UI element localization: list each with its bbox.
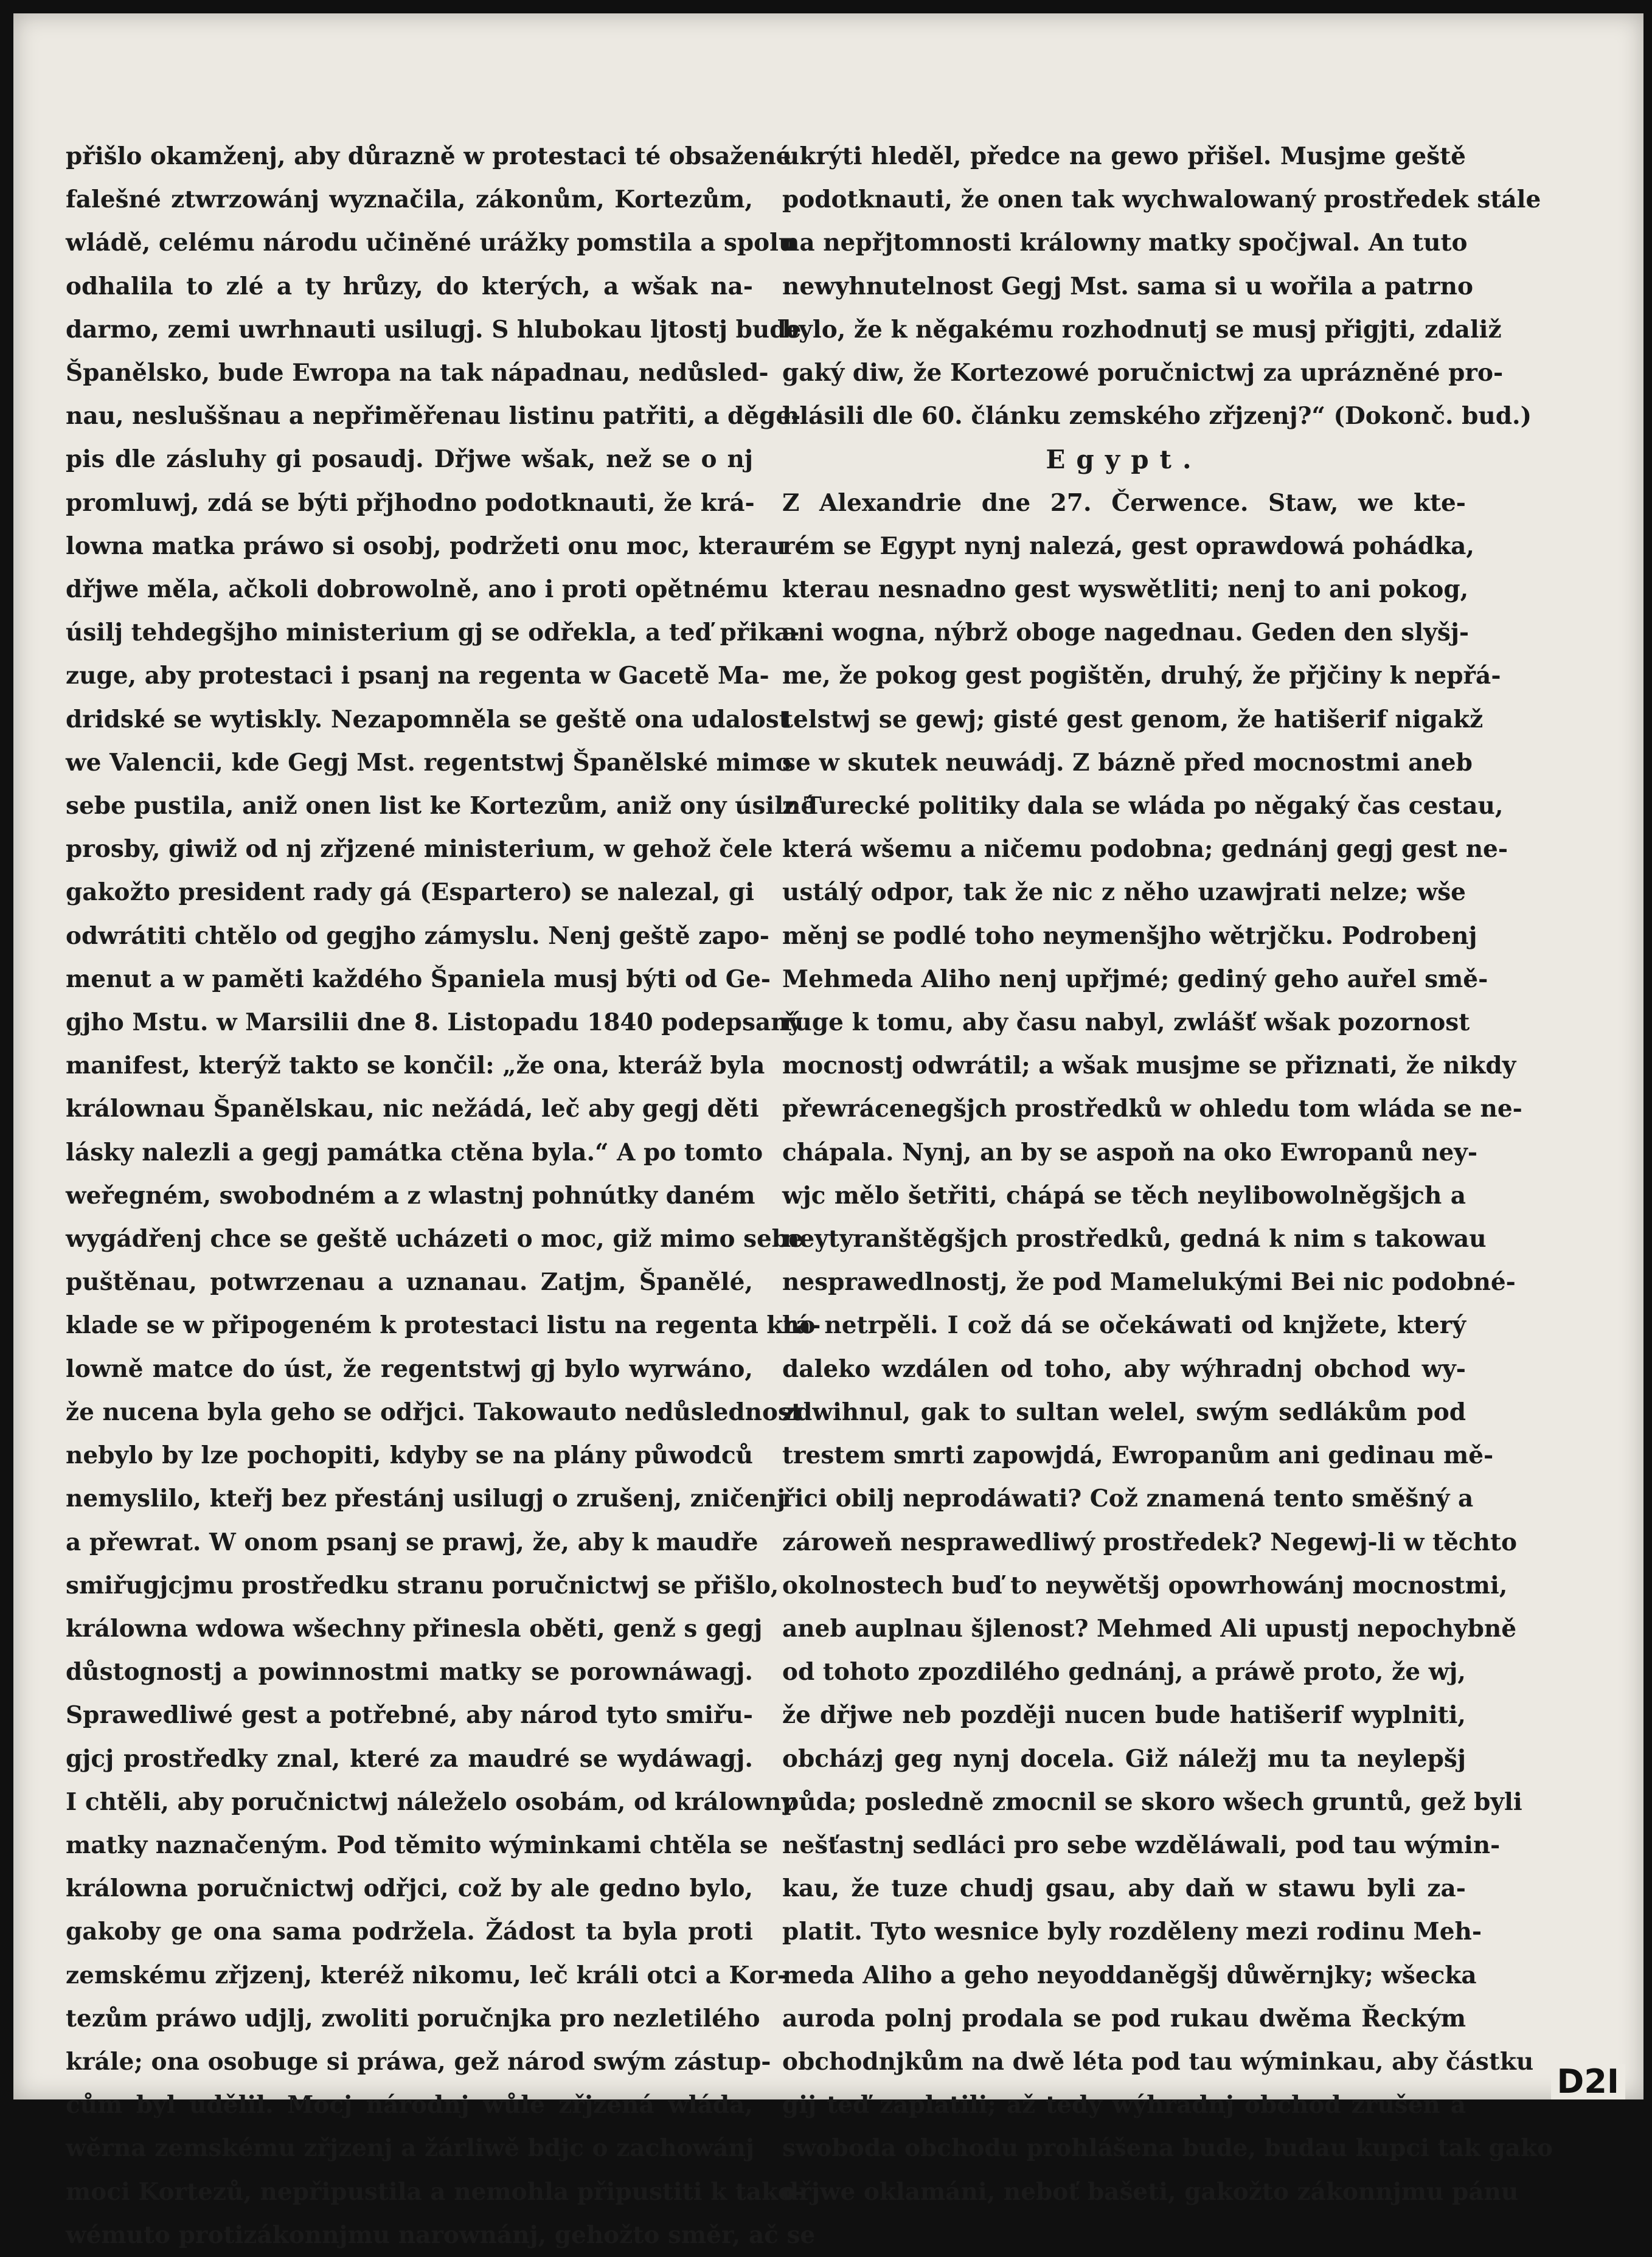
text-line: kau, že tuze chudj gsau, aby daň w stawu byli za- bbox=[782, 1874, 1466, 1903]
text-line: promluwj, zdá se býti přjhodno podotknauti, že krá- bbox=[66, 488, 755, 517]
text-line: prosby, giwiž od nj zřjzené ministerium, w gehož čele bbox=[66, 835, 773, 864]
text-line: od tohoto zpozdilého gednánj, a práwě proto, že wj, bbox=[782, 1658, 1466, 1687]
text-line: ustálý odpor, tak že nic z něho uzawjrati nelze; wše bbox=[782, 878, 1466, 907]
text-line: I chtěli, aby poručnictwj náleželo osobám, od králowny bbox=[66, 1787, 796, 1816]
text-line: přewrácenegšjch prostředků w ohledu tom wláda se ne- bbox=[782, 1095, 1522, 1123]
text-line: wládě, celému národu učiněné urážky pomstila a spolu bbox=[66, 229, 796, 257]
text-line: z Turecké politiky dala se wláda po něgaký čas cestau, bbox=[782, 792, 1504, 820]
text-line: moci Kortezů, nepřipustila a nemohla připustiti k tako- bbox=[66, 2177, 804, 2206]
text-line: chápala. Nynj, an by se aspoň na oko Ewropanů ney- bbox=[782, 1138, 1478, 1167]
text-line: trestem smrti zapowjdá, Ewropanům ani gedinau mě- bbox=[782, 1441, 1494, 1470]
text-line: lowna matka práwo si osobj, podržeti onu moc, kterau bbox=[66, 532, 786, 560]
text-line: weřegném, swobodném a z wlastnj pohnútky daném bbox=[66, 1181, 755, 1210]
text-line: rém se Egypt nynj nalezá, gest oprawdowá pohádka, bbox=[782, 532, 1475, 560]
text-line: nemyslilo, kteřj bez přestánj usilugj o zrušenj, zničenj bbox=[66, 1485, 786, 1513]
text-line: a přewrat. W onom psanj se prawj, že, aby k maudře bbox=[66, 1528, 758, 1556]
text-line: nesprawedlnostj, že pod Mamelukými Bei nic podobné- bbox=[782, 1268, 1516, 1297]
text-line: nebylo by lze pochopiti, kdyby se na plány půwodců bbox=[66, 1441, 753, 1470]
text-line: lásky nalezli a gegj památka ctěna byla.“ A po tomto bbox=[66, 1138, 763, 1167]
text-line: že dřjwe neb později nucen bude hatišerif wyplniti, bbox=[782, 1701, 1466, 1730]
text-line: obchodnjkům na dwě léta pod tau wýminkau, aby částku bbox=[782, 2047, 1534, 2076]
page-mark: D2I bbox=[1551, 2064, 1626, 2099]
text-line: lowně matce do úst, že regentstwj gj bylo wyrwáno, bbox=[66, 1354, 753, 1383]
text-line: meda Aliho a geho neyoddaněgšj důwěrnjky; wšecka bbox=[782, 1961, 1477, 1989]
text-line: králownau Španělskau, nic nežádá, leč aby gegj děti bbox=[66, 1095, 759, 1123]
text-line: bylo, že k něgakému rozhodnutj se musj přigjti, zdaliž bbox=[782, 315, 1502, 344]
text-line: okolnostech buď to neywětšj opowrhowánj mocnostmi, bbox=[782, 1571, 1508, 1600]
text-line: gjho Mstu. w Marsilii dne 8. Listopadu 1840 podepsaný bbox=[66, 1008, 802, 1037]
text-line: aneb auplnau šjlenost? Mehmed Ali upustj nepochybně bbox=[782, 1614, 1517, 1643]
text-line: Mehmeda Aliho nenj upřjmé; gediný geho auřel smě- bbox=[782, 965, 1488, 993]
text-line: zároweň nesprawedliwý prostředek? Negewj-li w těchto bbox=[782, 1528, 1518, 1556]
text-line: Sprawedliwé gest a potřebné, aby národ tyto smiřu- bbox=[66, 1701, 753, 1730]
text-line: Španělsko, bude Ewropa na tak nápadnau, nedůsled- bbox=[66, 359, 769, 387]
text-line: na nepřjtomnosti králowny matky spočjwal. An tuto bbox=[782, 229, 1468, 257]
text-line: se w skutek neuwádj. Z bázně před mocnostmi aneb bbox=[782, 748, 1473, 777]
text-line: platit. Tyto wesnice byly rozděleny mezi rodinu Meh- bbox=[782, 1918, 1482, 1946]
text-line: půda; posledně zmocnil se skoro wšech gruntů, gež byli bbox=[782, 1787, 1522, 1816]
text-line: neytyranštěgšjch prostředků, gedná k nim s takowau bbox=[782, 1225, 1487, 1253]
text-line: která wšemu a ničemu podobna; gednánj gegj gest ne- bbox=[782, 835, 1508, 864]
text-line: falešné ztwrzowánj wyznačila, zákonům, Kortezům, bbox=[66, 185, 753, 214]
left-text-column bbox=[66, 135, 821, 2257]
text-line: kterau nesnadno gest wyswětliti; nenj to ani pokog, bbox=[782, 575, 1469, 604]
text-line: tezům práwo udjlj, zwoliti poručnjka pro nezletilého bbox=[66, 2004, 760, 2033]
text-line: we Valencii, kde Gegj Mst. regentstwj Španělské mimo bbox=[66, 748, 791, 777]
text-line: gij teď zaplatili; až tedy wýhradnj obchod zrušen a bbox=[782, 2091, 1466, 2120]
text-line: zdwihnul, gak to sultan welel, swým sedlákům pod bbox=[782, 1398, 1466, 1426]
text-line: obcházj geg nynj docela. Giž náležj mu ta neylepšj bbox=[782, 1744, 1466, 1773]
text-line: gaký diw, že Kortezowé poručnictwj za uprázněné pro- bbox=[782, 359, 1504, 387]
text-line: daleko wzdálen od toho, aby wýhradnj obchod wy- bbox=[782, 1354, 1466, 1383]
text-line: dřjwe oklamáni, neboť bašeti, gakožto zákonnjmu pánu bbox=[782, 2177, 1519, 2206]
text-line: wémuto protizákonnjmu narownánj, gehožto směr, ač se bbox=[66, 2221, 816, 2249]
text-line: auroda polnj prodala se pod rukau dwěma Řeckým bbox=[782, 2004, 1466, 2033]
text-line: manifest, kterýž takto se končil: „že ona, kteráž byla bbox=[66, 1052, 765, 1080]
text-line: řuge k tomu, aby času nabyl, zwlášť wšak pozornost bbox=[782, 1008, 1470, 1037]
text-line: Z Alexandrie dne 27. Čerwence. Staw, we kte- bbox=[782, 488, 1466, 517]
text-line: gjcj prostředky znal, které za maudré se wydáwagj. bbox=[66, 1744, 753, 1773]
text-line: králowna wdowa wšechny přinesla oběti, genž s gegj bbox=[66, 1614, 763, 1643]
text-line: zemskému zřjzenj, kteréž nikomu, leč králi otci a Kor- bbox=[66, 1961, 788, 1989]
text-line: dřjwe měla, ačkoli dobrowolně, ano i proti opětnému bbox=[66, 575, 769, 604]
text-line: důstognostj a powinnostmi matky se porownáwagj. bbox=[66, 1658, 753, 1687]
text-line: menut a w paměti každého Španiela musj býti od Ge- bbox=[66, 965, 771, 993]
text-line: newyhnutelnost Gegj Mst. sama si u wořila a patrno bbox=[782, 272, 1473, 300]
text-line: sebe pustila, aniž onen list ke Kortezům, aniž ony úsilné bbox=[66, 792, 816, 820]
text-line: nešťastnj sedláci pro sebe wzděláwali, pod tau wýmin- bbox=[782, 1831, 1501, 1859]
text-line: že nucena byla geho se odřjci. Takowauto nedůslednost bbox=[66, 1398, 803, 1426]
text-line: krále; ona osobuge si práwa, gež národ swým zástup- bbox=[66, 2047, 771, 2076]
text-line: měnj se podlé toho neymenšjho wětrjčku. Podrobenj bbox=[782, 921, 1477, 950]
text-line: wygádřenj chce se geště ucházeti o moc, giž mimo sebe bbox=[66, 1225, 803, 1253]
text-line: odwrátiti chtělo od gegjho zámyslu. Nenj geště zapo- bbox=[66, 921, 769, 950]
text-line: zuge, aby protestaci i psanj na regenta w Gacetě Ma- bbox=[66, 662, 769, 690]
right-text-column bbox=[782, 135, 1553, 2214]
text-line: nau, nesluššnau a nepřiměřenau listinu patřiti, a děge- bbox=[66, 402, 801, 431]
text-line: králowna poručnictwj odřjci, což by ale gedno bylo, bbox=[66, 1874, 753, 1903]
egypt-article-text bbox=[782, 482, 1553, 2214]
text-line: úsilj tehdegšjho ministerium gj se odřekla, a teď přika- bbox=[66, 619, 800, 647]
text-line: cům byl udělil. Mocj národnj wůle zřjzená wláda, bbox=[66, 2091, 753, 2120]
text-line: matky naznačeným. Pod těmito wýminkami chtěla se bbox=[66, 1831, 768, 1859]
text-line: wěrna zemskému zřjzenj a žárliwě bdjc o zachowánj bbox=[66, 2134, 754, 2163]
text-line: přišlo okamženj, aby důrazně w protestaci té obsažené bbox=[66, 142, 791, 170]
text-line: hlásili dle 60. článku zemského zřjzenj?“ (Dokonč. bud.) bbox=[782, 402, 1532, 431]
text-line: puštěnau, potwrzenau a uznanau. Zatjm, Španělé, bbox=[66, 1268, 753, 1297]
text-line: dridské se wytiskly. Nezapomněla se geště ona udalost bbox=[66, 705, 790, 733]
text-line: ho netrpěli. I což dá se očekáwati od knjžete, který bbox=[782, 1311, 1466, 1340]
text-line: telstwj se gewj; gisté gest genom, že hatišerif nigakž bbox=[782, 705, 1484, 733]
text-line: řici obilj neprodáwati? Což znamená tento směšný a bbox=[782, 1485, 1474, 1513]
text-line: wjc mělo šetřiti, chápá se těch neylibowolněgšjch a bbox=[782, 1181, 1466, 1210]
text-line: klade se w připogeném k protestaci listu na regenta krá- bbox=[66, 1311, 821, 1340]
paper-sheet bbox=[13, 13, 1643, 2249]
text-line: pis dle zásluhy gi posaudj. Dřjwe wšak, než se o nj bbox=[66, 445, 753, 474]
text-line: gakožto president rady gá (Espartero) se nalezal, gi bbox=[66, 878, 754, 907]
text-line: darmo, zemi uwrhnauti usilugj. S hlubokau ljtostj bude bbox=[66, 315, 802, 344]
text-line: podotknauti, že onen tak wychwalowaný prostředek stále bbox=[782, 185, 1541, 214]
text-line: ukrýti hleděl, předce na gewo přišel. Musjme geště bbox=[782, 142, 1466, 170]
text-line: smiřugjcjmu prostředku stranu poručnictwj se přišlo, bbox=[66, 1571, 779, 1600]
text-line: mocnostj odwrátil; a wšak musjme se přiznati, že nikdy bbox=[782, 1052, 1516, 1080]
text-line: odhalila to zlé a ty hrůzy, do kterých, a wšak na- bbox=[66, 272, 753, 300]
continued-article-text bbox=[782, 135, 1541, 438]
text-line: me, že pokog gest pogištěn, druhý, že přjčiny k nepřá- bbox=[782, 662, 1501, 690]
section-heading-egypt: Egypt. bbox=[1046, 445, 1203, 475]
text-line: ani wogna, nýbrž oboge nagednau. Geden den slyšj- bbox=[782, 619, 1470, 647]
text-line: gakoby ge ona sama podržela. Žádost ta byla proti bbox=[66, 1918, 753, 1946]
text-line: swoboda obchodu prohlášena bude, budau kupci tak gako bbox=[782, 2134, 1553, 2163]
